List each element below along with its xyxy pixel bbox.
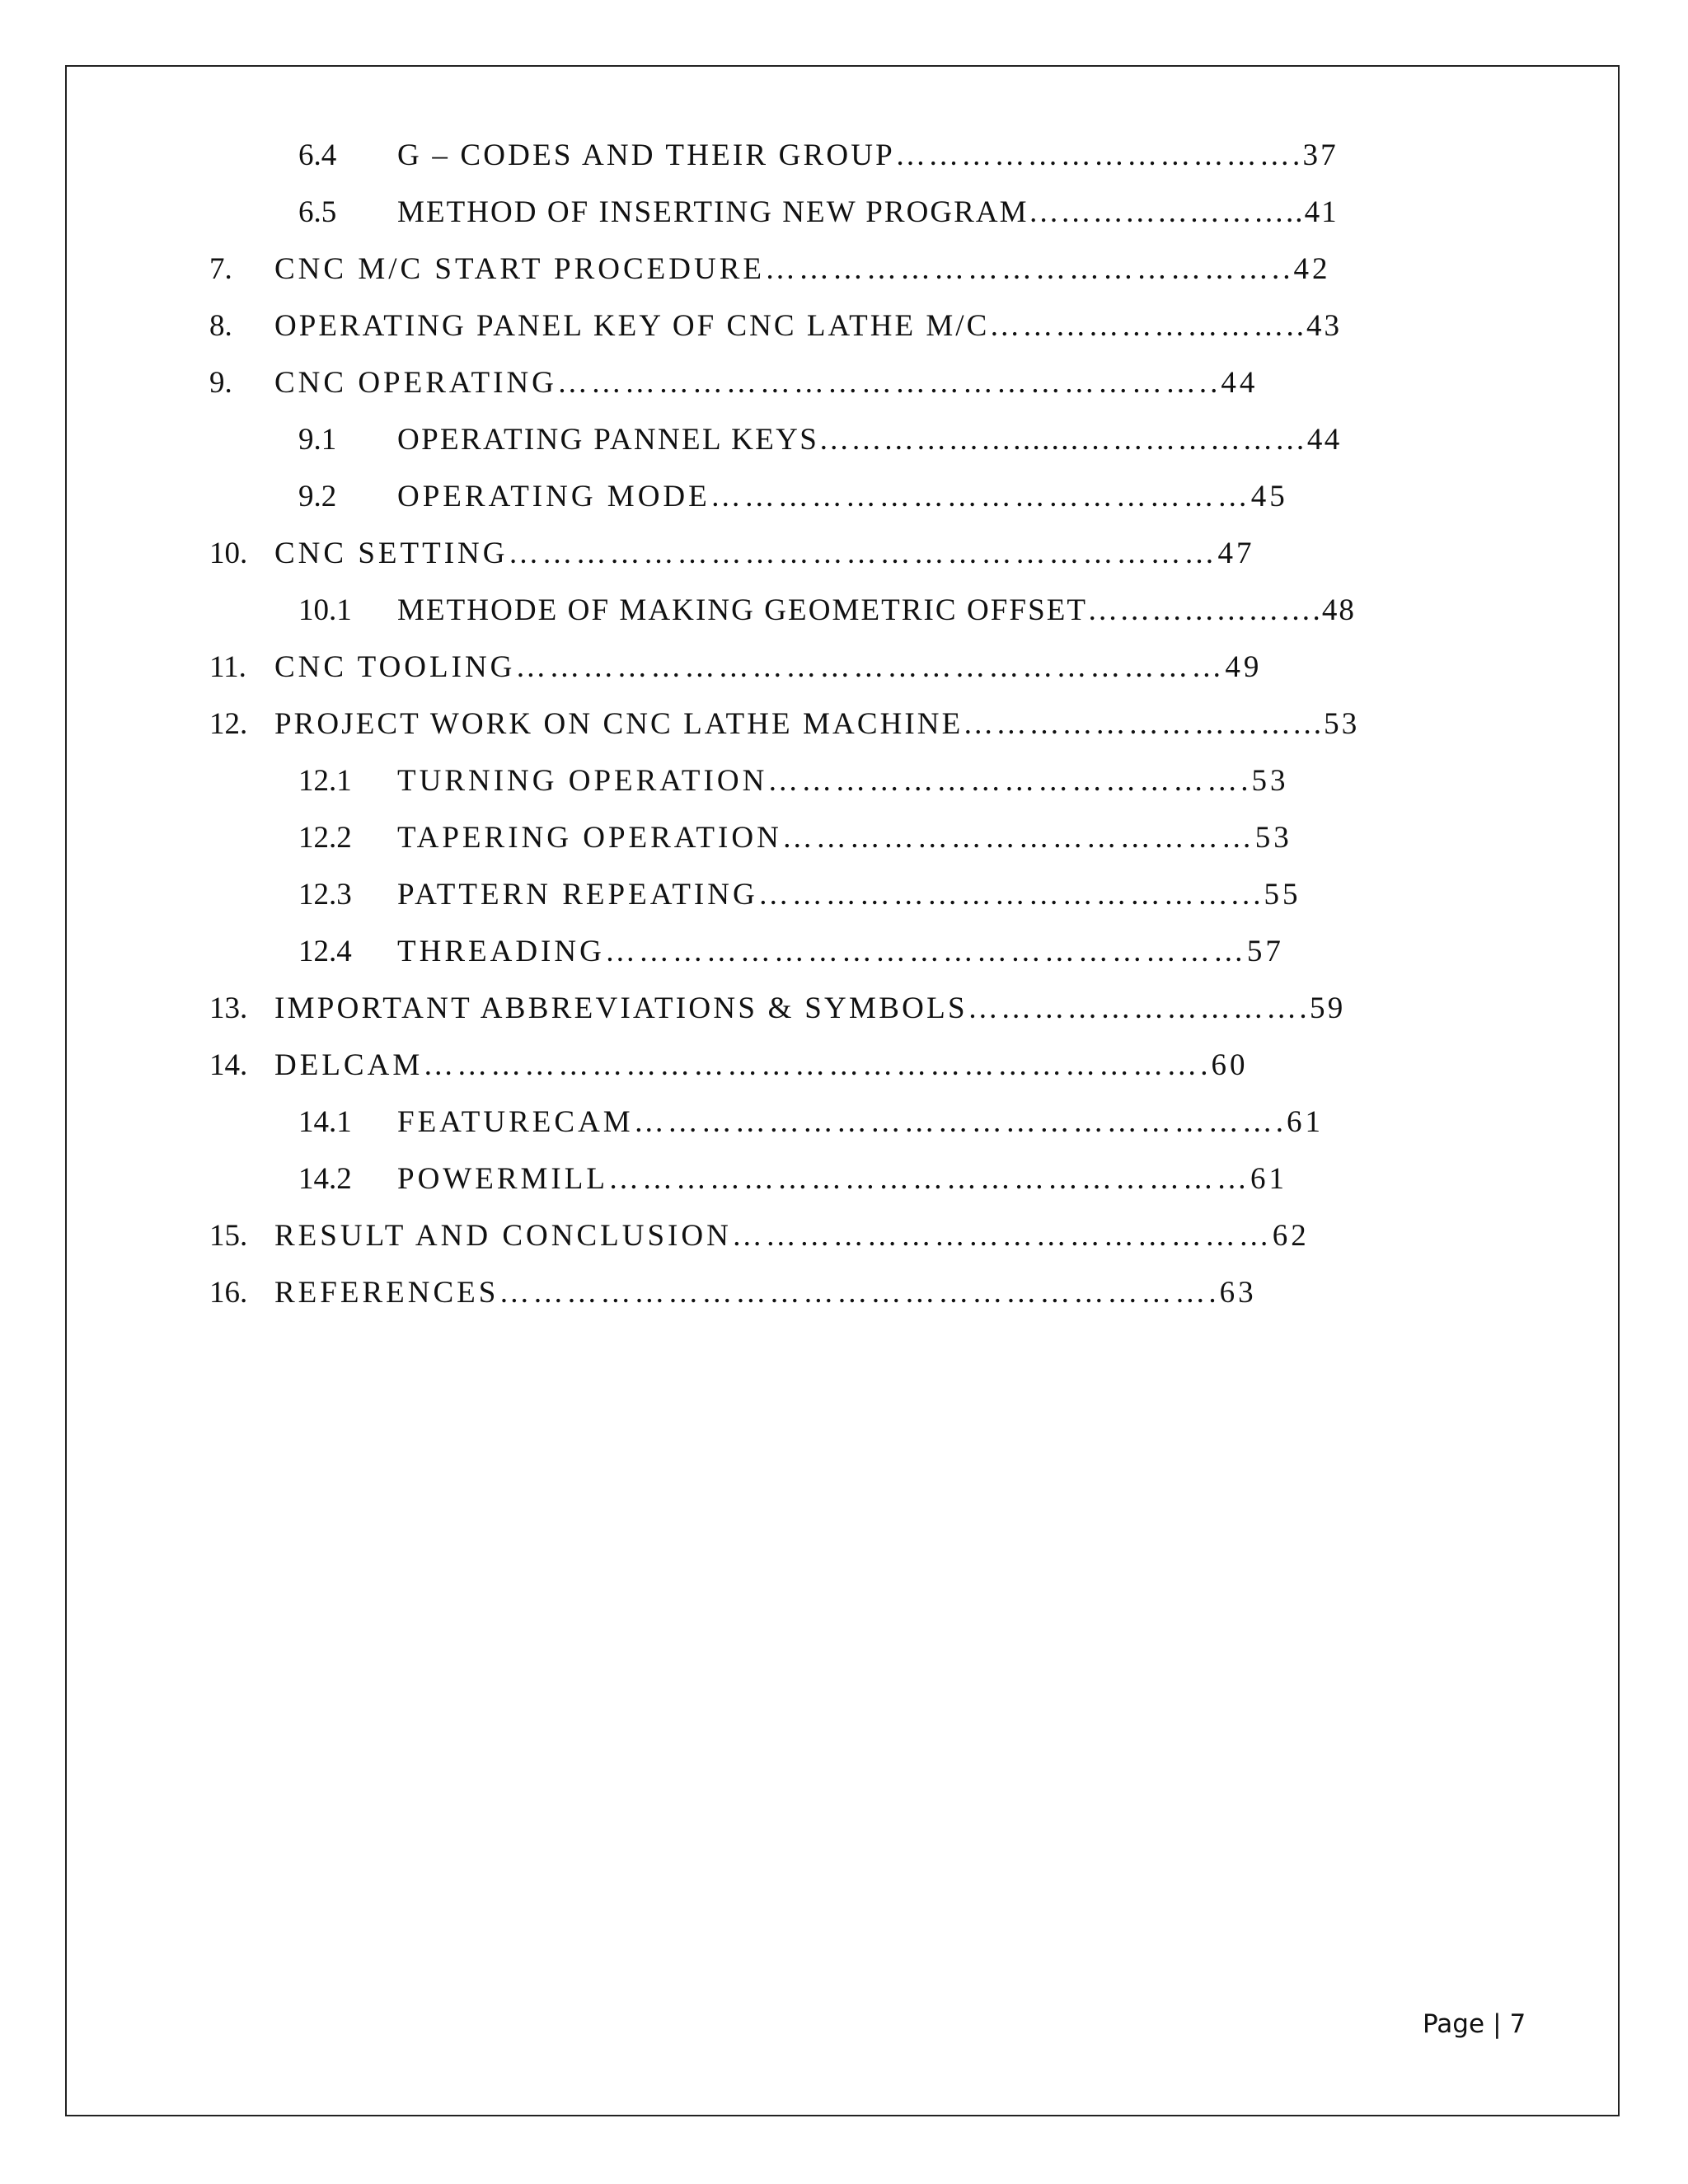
toc-entry-leader: ……………………………………………………… [508,537,1218,570]
toc-entry-number: 14.2 [298,1162,352,1196]
toc-entry-leader: ………………………………………………… [607,1162,1250,1196]
toc-entry-page: 63 [1219,1276,1257,1310]
toc-entry-text [397,1102,1324,1143]
toc-entry-number: 9. [209,366,232,400]
toc-entry-text [274,704,1359,745]
toc-entry-page: 53 [1324,707,1360,741]
toc-entry-number: 10. [209,537,248,570]
toc-entry-number: 12.2 [298,821,352,855]
toc-entry-page: 42 [1293,252,1331,286]
toc-entry-title: METHODE OF MAKING GEOMETRIC OFFSET [397,593,1088,627]
toc-entry-leader: ……………………………………………………………. [423,1048,1212,1082]
toc-entry-text [397,476,1288,518]
toc-entry-leader: ……………….......………………… [818,423,1307,457]
toc-entry-number: 11. [209,650,246,684]
footer-page-label: Page [1423,2009,1485,2039]
toc-entry-leader: ………………………………………… [710,480,1251,513]
toc-entry-page: 53 [1251,764,1289,798]
toc-entry-page: 45 [1250,480,1288,513]
toc-entry-page: 55 [1264,878,1301,912]
toc-entry-page: 47 [1217,537,1255,570]
toc-entry-title: THREADING [397,935,605,968]
footer-page-number: 7 [1509,2009,1526,2039]
toc-entry-leader: ………………………………………………………. [499,1276,1220,1310]
toc-entry-title: PROJECT WORK ON CNC LATHE MACHINE [274,707,964,741]
toc-entry-title: TURNING OPERATION [397,764,768,798]
toc-entry-text [274,647,1262,688]
toc-entry-leader: …………………………... [963,707,1325,741]
toc-entry-leader: …………………. [1087,593,1322,627]
toc-entry-number: 9.2 [298,480,337,513]
toc-entry-leader: ……………………………………. [767,764,1252,798]
toc-entry-title: IMPORTANT ABBREVIATIONS & SYMBOLS [274,991,968,1025]
toc-entry-title: CNC SETTING [274,537,509,570]
toc-entry-title: RESULT AND CONCLUSION [274,1219,732,1253]
toc-entry-text [397,192,1339,233]
toc-entry-text [397,135,1339,176]
toc-entry-number: 6.4 [298,138,337,172]
toc-entry-number: 12.3 [298,878,352,912]
toc-entry-text [274,1216,1310,1257]
toc-entry-title: TAPERING OPERATION [397,821,782,855]
toc-entry-title: OPERATING PANNEL KEYS [397,423,819,457]
toc-entry-leader: ……………………………………….. [765,252,1294,286]
toc-entry-page: 48 [1321,593,1356,627]
toc-entry-text [274,1045,1248,1086]
toc-entry-number: 6.5 [298,195,337,229]
toc-entry-page: 43 [1306,309,1343,343]
toc-entry-number: 8. [209,309,232,343]
toc-entry-text [397,590,1356,631]
toc-entry-number: 13. [209,991,248,1025]
toc-entry-page: 41 [1304,195,1339,229]
toc-entry-leader: …………………………. [967,991,1310,1025]
toc-entry-leader: ……………………………………... [757,878,1264,912]
toc-entry-page: 57 [1246,935,1284,968]
toc-entry-title: CNC M/C START PROCEDURE [274,252,765,286]
toc-entry-leader: ……………………….. [989,309,1307,343]
toc-entry-text [274,533,1254,574]
toc-entry-number: 9.1 [298,423,337,457]
toc-entry-page: 61 [1286,1105,1324,1139]
toc-entry-page: 60 [1211,1048,1249,1082]
toc-entry-text [397,874,1301,916]
toc-entry-text [397,818,1292,859]
toc-entry-title: PATTERN REPEATING [397,878,758,912]
toc-entry-text [397,931,1284,972]
toc-entry-page: 62 [1272,1219,1310,1253]
toc-entry-text [397,1159,1287,1200]
toc-entry-title: OPERATING PANEL KEY OF CNC LATHE M/C [274,309,990,343]
toc-entry-page: 53 [1254,821,1292,855]
toc-entry-text [274,249,1331,290]
toc-entry-leader: …………………………………………………. [633,1105,1287,1139]
toc-entry-title: DELCAM [274,1048,424,1082]
toc-entry-title: REFERENCES [274,1276,499,1310]
toc-entry-number: 16. [209,1276,248,1310]
toc-entry-leader: ……………………………………………………… [515,650,1226,684]
toc-entry-page: 44 [1306,423,1342,457]
toc-entry-leader: …………………….. [1028,195,1305,229]
toc-entry-page: 37 [1302,138,1339,172]
toc-entry-text [274,1272,1257,1314]
toc-entry-text [274,988,1345,1029]
toc-entry-title: G – CODES AND THEIR GROUP [397,138,895,172]
toc-entry-leader: …………………………………… [781,821,1255,855]
toc-entry-title: CNC TOOLING [274,650,516,684]
toc-entry-leader: ………………………………. [894,138,1303,172]
toc-entry-number: 15. [209,1219,248,1253]
toc-entry-page: 61 [1250,1162,1287,1196]
toc-entry-number: 14. [209,1048,248,1082]
toc-entry-number: 7. [209,252,232,286]
toc-entry-text [397,419,1342,461]
toc-entry-title: POWERMILL [397,1162,608,1196]
toc-entry-number: 14.1 [298,1105,352,1139]
toc-entry-page: 49 [1225,650,1263,684]
page-footer [1423,2008,1526,2041]
toc-entry-title: CNC OPERATING [274,366,557,400]
toc-entry-number: 12.4 [298,935,352,968]
footer-separator: | [1493,2009,1502,2039]
toc-entry-text [274,363,1258,404]
toc-entry-leader: ………………………………………………… [604,935,1247,968]
toc-entry-text [397,761,1289,802]
toc-entry-title: OPERATING MODE [397,480,710,513]
toc-entry-page: 59 [1309,991,1346,1025]
toc-entry-number: 12.1 [298,764,352,798]
toc-entry-text [274,306,1342,347]
toc-entry-leader: ………………………………………………….. [556,366,1221,400]
toc-entry-title: FEATURECAM [397,1105,634,1139]
toc-entry-title: METHOD OF INSERTING NEW PROGRAM [397,195,1029,229]
toc-entry-page: 44 [1221,366,1259,400]
toc-entry-number: 10.1 [298,593,352,627]
toc-entry-leader: ………………………………………… [731,1219,1273,1253]
toc-entry-number: 12. [209,707,248,741]
